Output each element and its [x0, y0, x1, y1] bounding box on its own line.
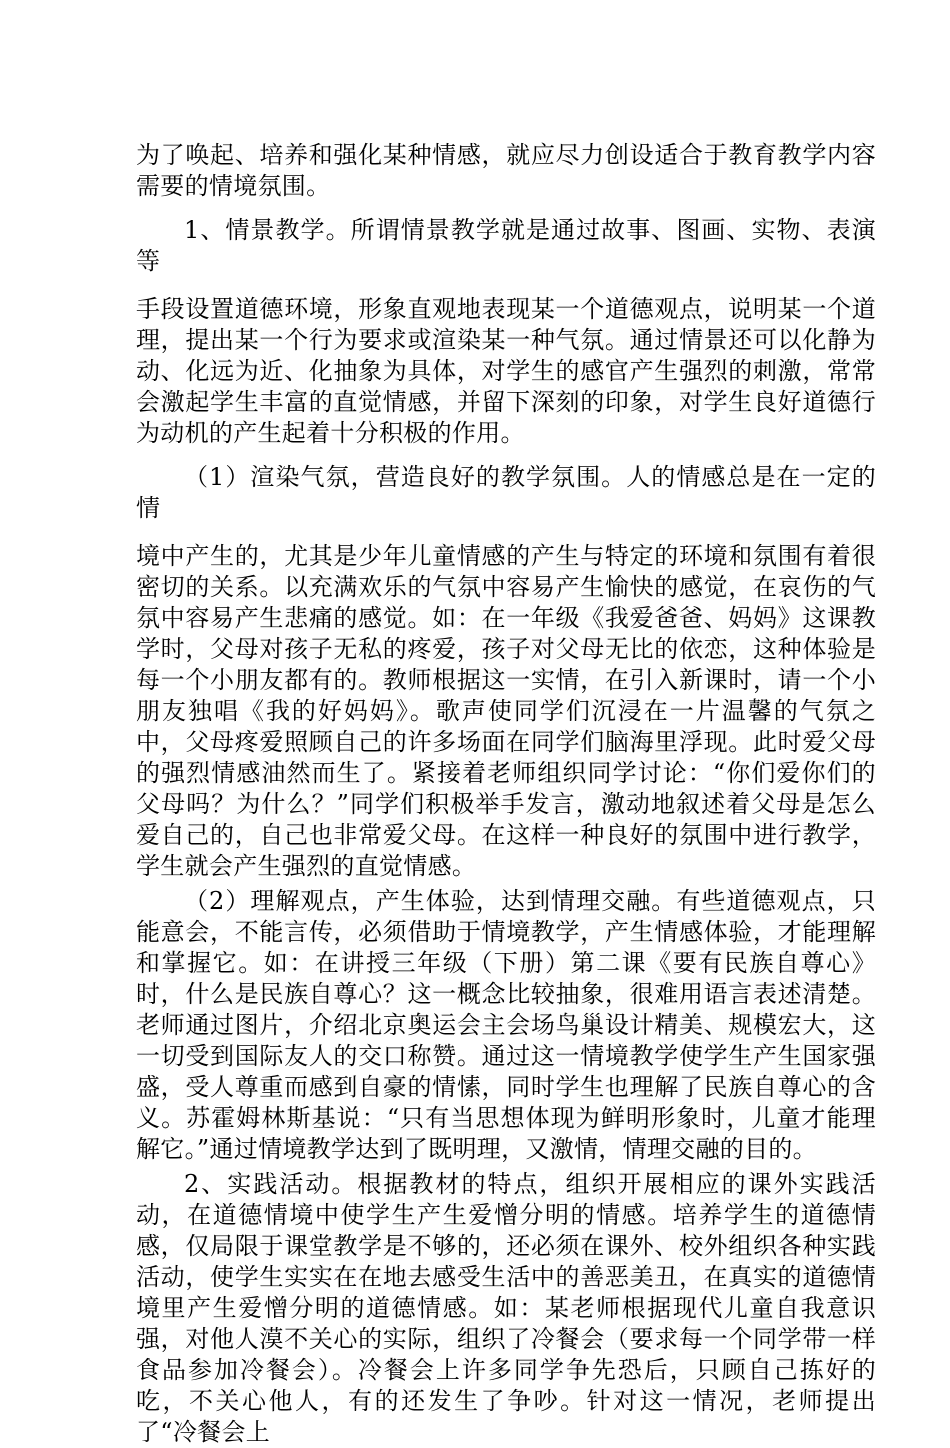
- paragraph-practice-activities: 2、实践活动。根据教材的特点，组织开展相应的课外实践活动，在道德情境中使学生产生爱憎分明的情感。培养学生的道德情感，仅局限于课堂教学是不够的，还必须在课外、校外组织各种实践活动，使学生实实在在地去感受生活中的善恶美丑，在真实的道德情境里产生爱憎分明的道德情感。如：某老师根据现代儿童自我意识强，对他人漠不关心的实际，组织了冷餐会（要求每一个同学带一样食品参加冷餐会）。冷餐会上许多同学争先恐后，只顾自己拣好的吃，不关心他人，有的还发生了争吵。针对这一情况，老师提出了“冷餐会上: [136, 1170, 876, 1446]
- paragraph-atmosphere-heading: （1）渲染气氛，营造良好的教学氛围。人的情感总是在一定的情: [136, 463, 876, 522]
- paragraph-situational-teaching-body: 手段设置道德环境，形象直观地表现某一个道德观点，说明某一个道理，提出某一个行为要求或渲染某一种气氛。通过情景还可以化静为动、化远为近、化抽象为具体，对学生的感官产生强烈的刺激，常常会激起学生丰富的直觉情感，并留下深刻的印象，对学生良好道德行为动机的产生起着十分积极的作用。: [136, 295, 876, 447]
- paragraph-intro: 为了唤起、培养和强化某种情感，就应尽力创设适合于教育教学内容需要的情境氛围。: [136, 141, 876, 200]
- document-page: [136, 140, 876, 1448]
- paragraph-situational-teaching-heading: 1、情景教学。所谓情景教学就是通过故事、图画、实物、表演等: [136, 216, 876, 275]
- paragraph-understanding-viewpoints: （2）理解观点，产生体验，达到情理交融。有些道德观点，只能意会，不能言传，必须借助于情境教学，产生情感体验，才能理解和掌握它。如：在讲授三年级（下册）第二课《要有民族自尊心》时，什么是民族自尊心？这一概念比较抽象，很难用语言表述清楚。老师通过图片，介绍北京奥运会主会场鸟巢设计精美、规模宏大，这一切受到国际友人的交口称赞。通过这一情境教学使学生产生国家强盛，受人尊重而感到自豪的情愫，同时学生也理解了民族自尊心的含义。苏霍姆林斯基说：“只有当思想体现为鲜明形象时，儿童才能理解它。”通过情境教学达到了既明理，又激情，情理交融的目的。: [136, 887, 876, 1163]
- paragraph-atmosphere-body: 境中产生的，尤其是少年儿童情感的产生与特定的环境和氛围有着很密切的关系。以充满欢乐的气氛中容易产生愉快的感觉，在哀伤的气氛中容易产生悲痛的感觉。如：在一年级《我爱爸爸、妈妈》这课教学时，父母对孩子无私的疼爱，孩子对父母无比的依恋，这种体验是每一个小朋友都有的。教师根据这一实情，在引入新课时，请一个小朋友独唱《我的好妈妈》。歌声使同学们沉浸在一片温馨的气氛之中，父母疼爱照顾自己的许多场面在同学们脑海里浮现。此时爱父母的强烈情感油然而生了。紧接着老师组织同学讨论：“你们爱你们的父母吗？为什么？”同学们积极举手发言，激动地叙述着父母是怎么爱自己的，自己也非常爱父母。在这样一种良好的氛围中进行教学，学生就会产生强烈的直觉情感。: [136, 542, 876, 880]
